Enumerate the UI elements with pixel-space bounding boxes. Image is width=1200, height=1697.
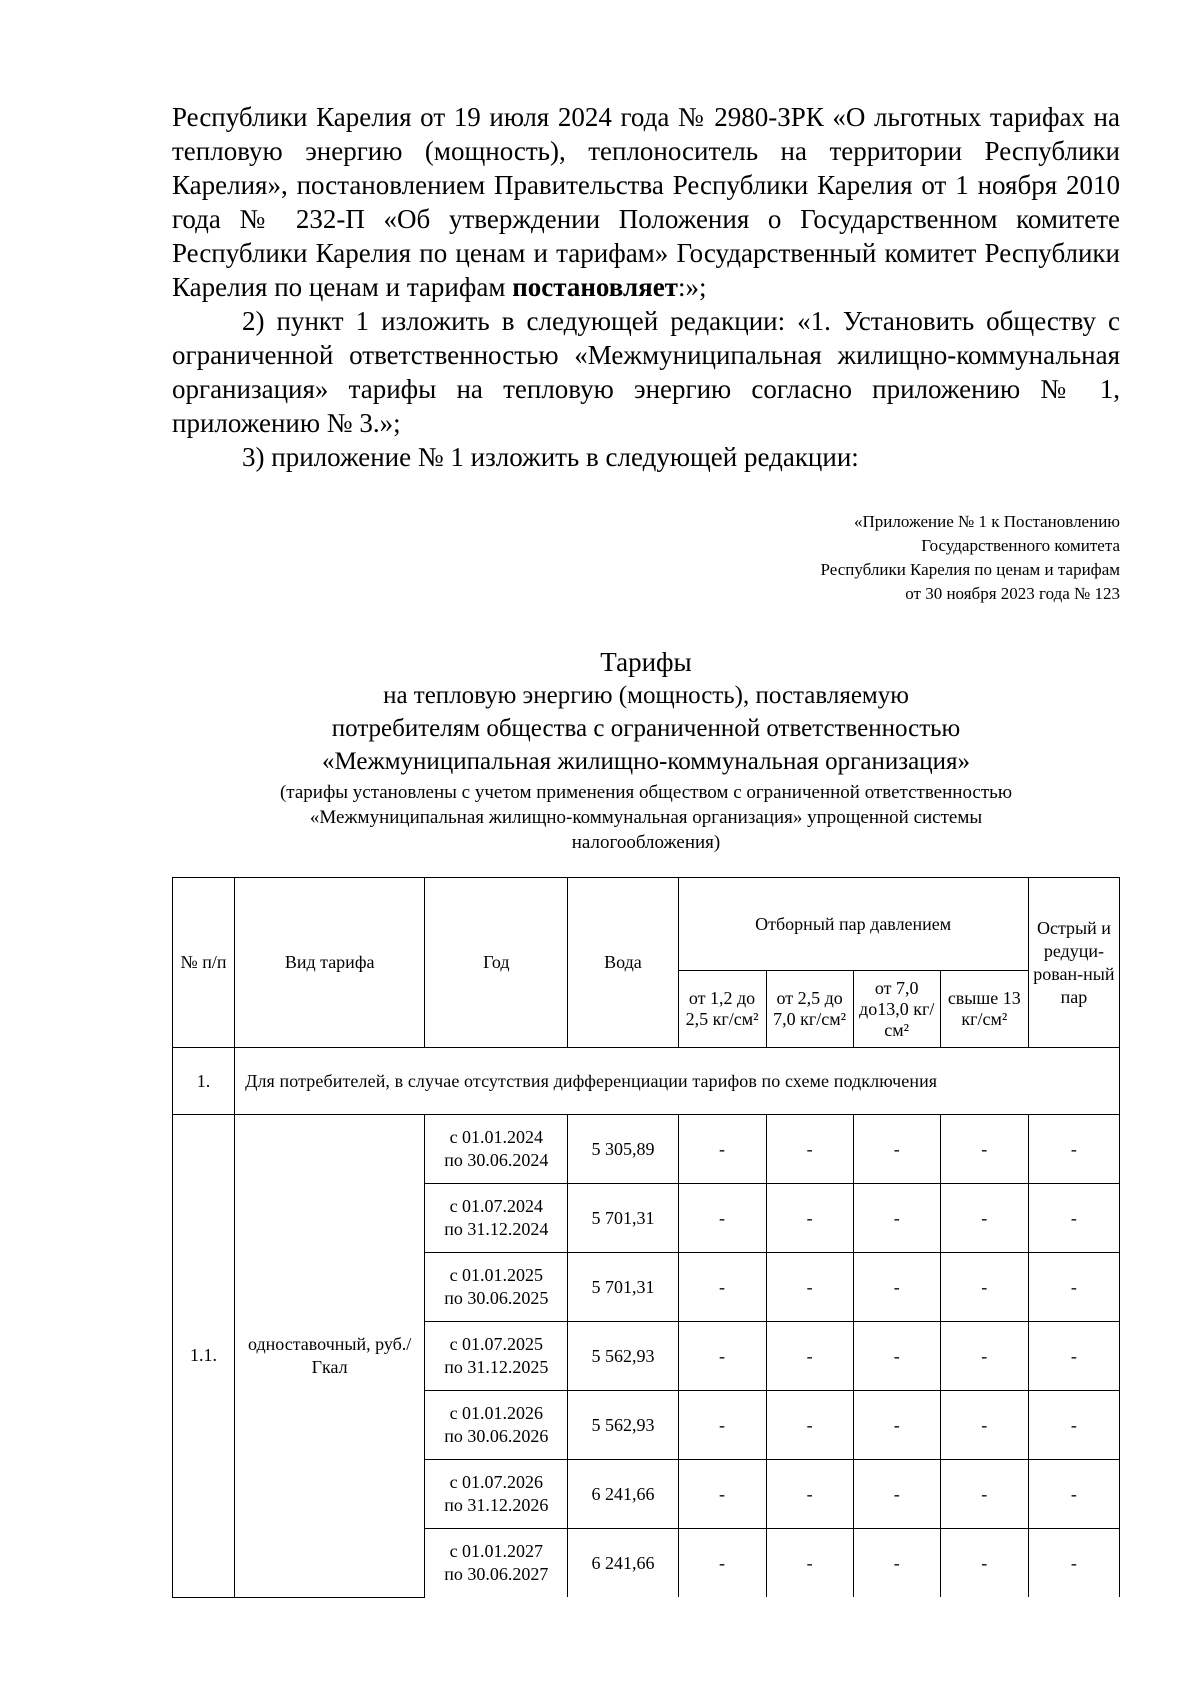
steam-4-value: - [940,1115,1028,1184]
steam-1-value: - [678,1391,766,1460]
steam-4-value: - [940,1322,1028,1391]
header-sharp-steam: Острый и редуци-рован-ный пар [1028,878,1119,1048]
water-value: 5 701,31 [568,1184,678,1253]
appendix-note [172,510,1120,606]
steam-3-value: - [853,1529,940,1598]
appendix-note-line: от 30 ноября 2023 года № 123 [905,584,1120,603]
period-cell: с 01.01.2027 по 30.06.2027 [425,1529,568,1598]
header-water: Вода [568,878,678,1048]
appendix-note-line: «Приложение № 1 к Постановлению [854,512,1120,531]
subtitle-note-line: «Межмуниципальная жилищно-коммунальная организация» упрощенной системы [309,807,983,828]
section-num: 1. [173,1048,235,1115]
steam-4-value: - [940,1529,1028,1598]
sharp-steam-value: - [1028,1253,1119,1322]
table-row [173,1115,1120,1184]
steam-1-value: - [678,1460,766,1529]
item-2: 2) пункт 1 изложить в следующей редакции: «1. Установить обществу с ограниченной ответственностью «Межмуниципальная жилищно-коммунальная организация» тарифы на тепловую энергию согласно приложению № 1, приложению № 3.»; [172,306,1120,438]
period-cell: с 01.07.2026 по 31.12.2026 [425,1460,568,1529]
header-steam: Отборный пар давлением [678,878,1028,971]
water-value: 5 562,93 [568,1391,678,1460]
water-value: 6 241,66 [568,1529,678,1598]
header-num: № п/п [173,878,235,1048]
group-num: 1.1. [173,1115,235,1598]
header-steam-2: от 2,5 до 7,0 кг/см² [766,971,853,1048]
steam-3-value: - [853,1322,940,1391]
steam-4-value: - [940,1460,1028,1529]
header-steam-1: от 1,2 до 2,5 кг/см² [678,971,766,1048]
group-type: одноставочный, руб./Гкал [235,1115,425,1598]
title-block [172,646,1120,855]
steam-2-value: - [766,1529,853,1598]
subtitle-note [172,780,1120,855]
period-cell: с 01.01.2024 по 30.06.2024 [425,1115,568,1184]
tariffs-table [172,877,1120,1598]
header-steam-4: свыше 13 кг/см² [940,971,1028,1048]
steam-2-value: - [766,1391,853,1460]
water-value: 5 701,31 [568,1253,678,1322]
steam-2-value: - [766,1115,853,1184]
document-page [172,100,1120,1598]
sharp-steam-value: - [1028,1184,1119,1253]
sharp-steam-value: - [1028,1460,1119,1529]
subtitle-line: на тепловую энергию (мощность), поставляемую [383,682,909,709]
steam-2-value: - [766,1253,853,1322]
period-cell: с 01.07.2024 по 31.12.2024 [425,1184,568,1253]
header-type: Вид тарифа [235,878,425,1048]
paragraph-continuation [172,100,1120,304]
period-cell: с 01.07.2025 по 31.12.2025 [425,1322,568,1391]
steam-1-value: - [678,1184,766,1253]
sharp-steam-value: - [1028,1322,1119,1391]
steam-3-value: - [853,1460,940,1529]
water-value: 5 562,93 [568,1322,678,1391]
steam-3-value: - [853,1184,940,1253]
sharp-steam-value: - [1028,1115,1119,1184]
water-value: 5 305,89 [568,1115,678,1184]
steam-4-value: - [940,1253,1028,1322]
steam-1-value: - [678,1253,766,1322]
steam-1-value: - [678,1322,766,1391]
header-steam-3: от 7,0 до13,0 кг/см² [853,971,940,1048]
steam-2-value: - [766,1322,853,1391]
steam-1-value: - [678,1115,766,1184]
appendix-note-line: Республики Карелия по ценам и тарифам [820,560,1120,579]
water-value: 6 241,66 [568,1460,678,1529]
subtitle-note-line: (тарифы установлены с учетом применения обществом с ограниченной ответственностью [279,782,1013,803]
steam-1-value: - [678,1529,766,1598]
paragraph-tail: :»; [677,272,707,302]
page-title: Тарифы [600,647,692,677]
section-title: Для потребителей, в случае отсутствия дифференциации тарифов по схеме подключения [235,1048,1120,1115]
section-row [173,1048,1120,1115]
steam-2-value: - [766,1460,853,1529]
steam-4-value: - [940,1184,1028,1253]
subtitle-line: «Межмуниципальная жилищно-коммунальная организация» [321,748,971,775]
period-cell: с 01.01.2025 по 30.06.2025 [425,1253,568,1322]
subtitle-line: потребителям общества с ограниченной ответственностью [331,715,961,742]
paragraph-bold-word: постановляет [512,272,678,302]
steam-2-value: - [766,1184,853,1253]
steam-4-value: - [940,1391,1028,1460]
item-3: 3) приложение № 1 изложить в следующей редакции: [242,442,859,472]
header-year: Год [425,878,568,1048]
steam-3-value: - [853,1391,940,1460]
period-cell: с 01.01.2026 по 30.06.2026 [425,1391,568,1460]
steam-3-value: - [853,1253,940,1322]
appendix-note-line: Государственного комитета [921,536,1120,555]
sharp-steam-value: - [1028,1529,1119,1598]
paragraph-text: Республики Карелия от 19 июля 2024 года № 2980-ЗРК «О льготных тарифах на тепловую энергию (мощность), теплоноситель на территории Республики Карелия», постановлением Правительства Республики Карелия от 1 ноября 2010 года № 232-П «Об утверждении Положения о Государственном комитете Республики Карелия по ценам и тарифам» Государственный комитет Республики Карелия по ценам и тарифам [172,102,1120,302]
subtitle-note-line: налогообложения) [571,832,721,853]
sharp-steam-value: - [1028,1391,1119,1460]
steam-3-value: - [853,1115,940,1184]
